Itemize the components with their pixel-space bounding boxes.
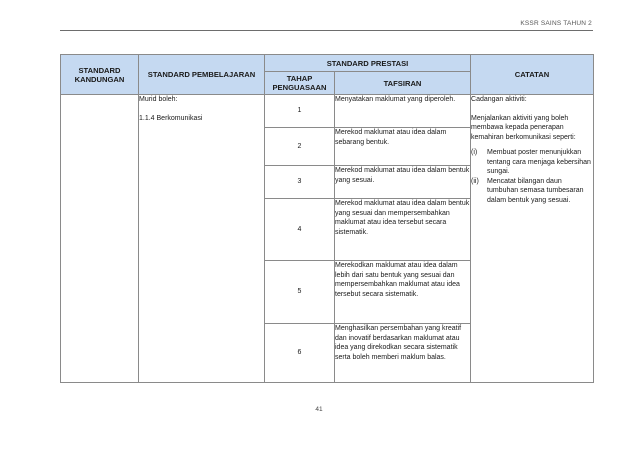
page-number: 41 [315, 406, 323, 413]
standard-kandungan-cell [61, 95, 139, 383]
header-standard-prestasi: STANDARD PRESTASI [265, 55, 471, 72]
tahap-6: 6 [265, 324, 335, 383]
activity-item [471, 177, 593, 206]
catatan-title: Cadangan aktiviti: [471, 96, 527, 103]
standard-pembelajaran-cell [139, 95, 265, 383]
pembelajaran-intro: Murid boleh: [139, 96, 178, 103]
header-tahap-penguasaan: TAHAP PENGUASAAN [265, 72, 335, 95]
pembelajaran-item: 1.1.4 Berkomunikasi [139, 114, 203, 122]
tahap-3: 3 [265, 166, 335, 199]
activity-list [471, 148, 593, 205]
header-standard-pembelajaran: STANDARD PEMBELAJARAN [139, 55, 265, 95]
tafsiran-3: Merekod maklumat atau idea dalam bentuk yang sesuai. [335, 166, 471, 199]
tafsiran-6: Menghasilkan persembahan yang kreatif dan inovatif berdasarkan maklumat atau idea yang direkodkan secara sistematik serta boleh memberi maklum balas. [335, 324, 471, 383]
tafsiran-2: Merekod maklumat atau idea dalam sebarang bentuk. [335, 128, 471, 166]
activity-marker: (ii) [471, 177, 479, 185]
activity-text: Membuat poster menunjukkan tentang cara menjaga kebersihan sungai. [487, 149, 591, 175]
header-divider [60, 30, 593, 31]
standards-table [60, 54, 594, 383]
header-tafsiran: TAFSIRAN [335, 72, 471, 95]
catatan-intro: Menjalankan aktiviti yang boleh membawa kepada penerapan kemahiran berkomunikasi seperti: [471, 114, 576, 141]
document-header-title: KSSR SAINS TAHUN 2 [520, 20, 592, 27]
tahap-4: 4 [265, 199, 335, 261]
catatan-cell [471, 95, 594, 383]
tafsiran-5: Merekodkan maklumat atau idea dalam lebih dari satu bentuk yang sesuai dan mempersembahkan maklumat atau idea tersebut secara sistematik. [335, 261, 471, 324]
header-catatan: CATATAN [471, 55, 594, 95]
activity-marker: (i) [471, 149, 478, 156]
tahap-5: 5 [265, 261, 335, 324]
tafsiran-1: Menyatakan maklumat yang diperoleh. [335, 95, 471, 128]
header-standard-kandungan: STANDARD KANDUNGAN [61, 55, 139, 95]
activity-item [471, 148, 593, 177]
activity-text: Mencatat bilangan daun tumbuhan semasa tumbesaran dalam bentuk yang sesuai. [487, 177, 584, 204]
tafsiran-4: Merekod maklumat atau idea dalam bentuk yang sesuai dan mempersembahkan maklumat atau idea tersebut secara sistematik. [335, 199, 471, 261]
tahap-2: 2 [265, 128, 335, 166]
tahap-1: 1 [265, 95, 335, 128]
